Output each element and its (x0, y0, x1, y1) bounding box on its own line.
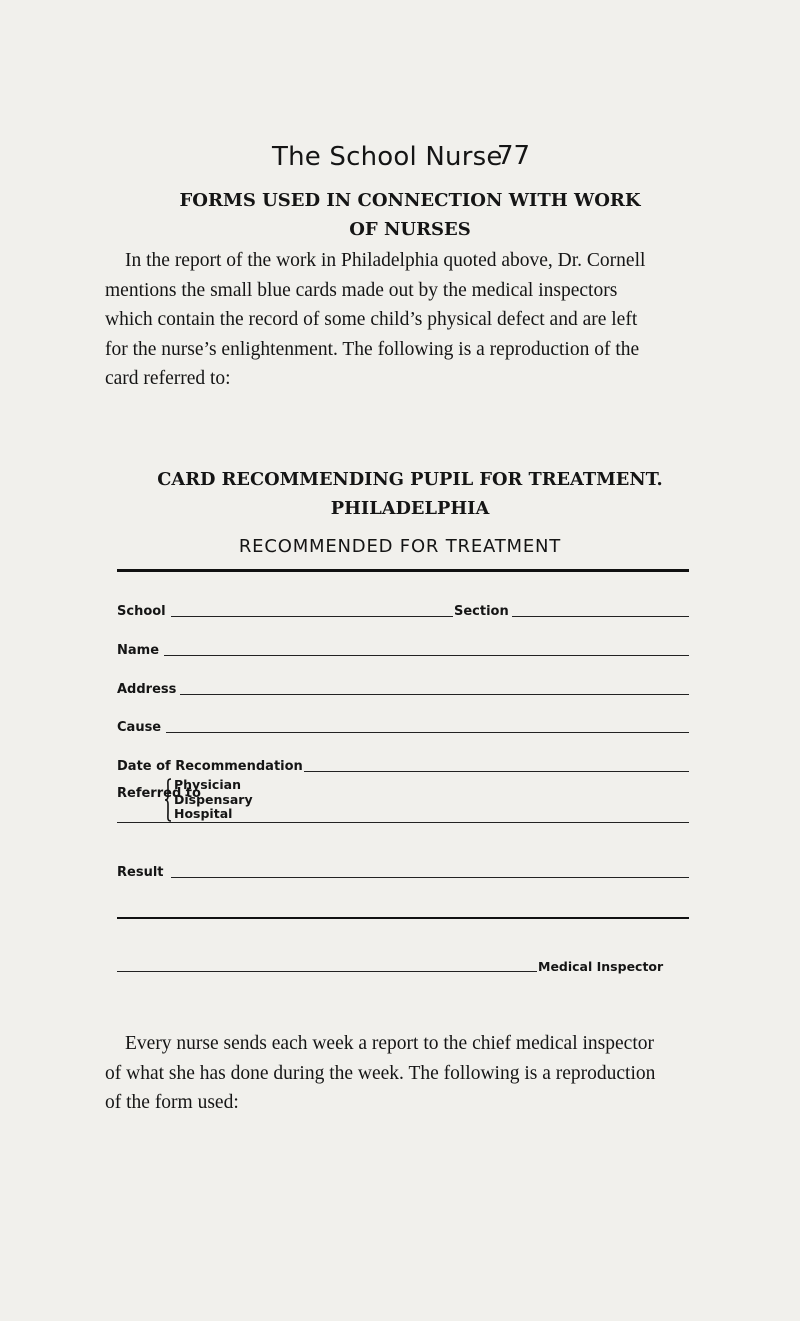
closing-line-3: of the form used: (105, 1092, 239, 1114)
section-heading-line-1: FORMS USED IN CONNECTION WITH WORK (179, 190, 641, 211)
section-heading (140, 186, 680, 244)
cause-fill-line (166, 732, 689, 733)
closing-line-2: of what she has done during the week. The following is a reproduction (105, 1062, 656, 1084)
card-top-rule (117, 569, 689, 572)
intro-line-3: which contain the record of some child’s physical defect and are left (105, 309, 638, 331)
section-label: Section (454, 604, 509, 619)
date-fill-line (304, 771, 689, 772)
address-fill-line (180, 694, 689, 695)
intro-line-5: card referred to: (105, 368, 231, 390)
section-fill-line (512, 616, 689, 617)
referral-option-hospital: Hospital (174, 806, 233, 822)
running-head: The School Nurse (272, 142, 503, 172)
referred-to-label: Referred to (117, 786, 201, 801)
school-fill-line (171, 616, 453, 617)
card-heading-line-1: CARD RECOMMENDING PUPIL FOR TREATMENT. (157, 469, 663, 490)
intro-line-2: mentions the small blue cards made out by the medical inspectors (105, 279, 618, 301)
section-heading-line-2: OF NURSES (349, 219, 471, 240)
card-heading-line-2: PHILADELPHIA (330, 498, 490, 519)
name-fill-line (164, 655, 689, 656)
intro-line-4: for the nurse’s enlightenment. The following is a reproduction of the (105, 338, 640, 360)
cause-label: Cause (117, 720, 162, 735)
address-label: Address (117, 682, 177, 697)
date-of-recommendation-label: Date of Recommendation (117, 759, 303, 774)
referral-brace-icon (164, 778, 172, 822)
signature-fill-line (117, 971, 537, 972)
page-number: 77 (497, 141, 531, 171)
card-title: RECOMMENDED FOR TREATMENT (238, 536, 562, 557)
card-divider-rule (117, 917, 689, 919)
referral-option-dispensary: Dispensary (174, 791, 253, 807)
name-label: Name (117, 643, 160, 658)
medical-inspector-label: Medical Inspector (538, 959, 664, 974)
referral-option-physician: Physician (174, 777, 241, 792)
school-label: School (117, 604, 166, 619)
card-heading (140, 465, 680, 523)
intro-line-1: In the report of the work in Philadelphia quoted above, Dr. Cornell (125, 250, 646, 271)
intro-paragraph (105, 246, 695, 394)
result-label: Result (117, 865, 164, 880)
referral-options (174, 778, 253, 822)
referral-fill-line (117, 822, 689, 823)
closing-paragraph (105, 1029, 695, 1118)
result-fill-line (171, 877, 689, 878)
closing-line-1: Every nurse sends each week a report to the chief medical inspector (125, 1033, 654, 1054)
